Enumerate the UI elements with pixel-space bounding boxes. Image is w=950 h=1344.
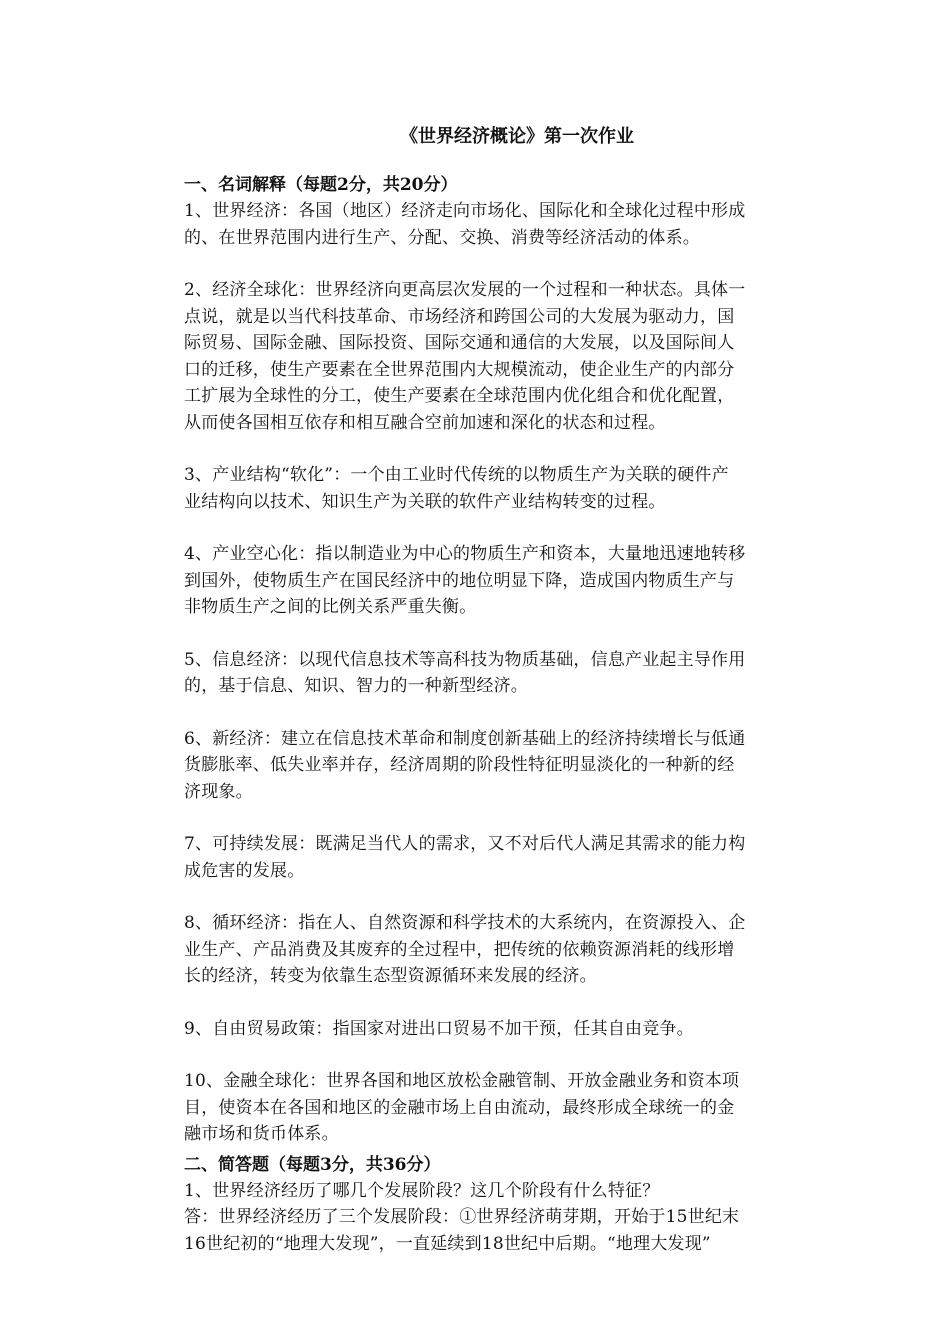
- document-title: 《世界经济概论》第一次作业: [400, 126, 634, 147]
- definition-item: [184, 910, 810, 990]
- definition-line: 从而使各国相互依存和相互融合空前加速和深化的状态和过程。: [184, 412, 666, 433]
- definition-line: 业结构向以技术、知识生产为关联的软件产业结构转变的过程。: [184, 491, 666, 512]
- definition-line: 6、新经济：建立在信息技术革命和制度创新基础上的经济持续增长与低通: [184, 728, 746, 749]
- definition-item: [184, 1068, 810, 1148]
- paragraph-spacer: [184, 805, 810, 831]
- definition-item: [184, 541, 810, 621]
- definition-line: 工扩展为全球性的分工，使生产要素在全球范围内优化组合和优化配置，: [184, 386, 735, 406]
- paragraph-spacer: [184, 515, 810, 541]
- definition-line: 7、可持续发展：既满足当代人的需求，又不对后代人满足其需求的能力构: [184, 834, 746, 854]
- definition-line: 3、产业结构“软化”：一个由工业时代传统的以物质生产为关联的硬件产: [184, 465, 729, 485]
- definition-line: 货膨胀率、低失业率并存，经济周期的阶段性特征明显淡化的一种新的经: [184, 755, 735, 775]
- section1-heading: 一、名词解释（每题2分，共20分）: [184, 175, 458, 195]
- definition-line: 到国外，使物质生产在国民经济中的地位明显下降，造成国内物质生产与: [184, 570, 735, 591]
- section2-heading: 二、简答题（每题3分，共36分）: [184, 1154, 441, 1175]
- paragraph-spacer: [184, 990, 810, 1016]
- answer-line: 答：世界经济经历了三个发展阶段：①世界经济萌芽期，开始于15世纪末: [184, 1207, 740, 1227]
- definition-line: 8、循环经济：指在人、自然资源和科学技术的大系统内，在资源投入、企: [184, 913, 746, 933]
- section2-answer-1: [184, 1204, 810, 1257]
- definition-item: [184, 198, 810, 251]
- paragraph-spacer: [184, 700, 810, 726]
- section1-items: [184, 198, 810, 1148]
- definition-line: 成危害的发展。: [184, 860, 305, 881]
- paragraph-spacer: [184, 436, 810, 462]
- definition-line: 际贸易、国际金融、国际投资、国际交通和通信的大发展，以及国际间人: [184, 333, 735, 353]
- definition-item: [184, 462, 810, 515]
- paragraph-spacer: [184, 251, 810, 277]
- definition-line: 的、在世界范围内进行生产、分配、交换、消费等经济活动的体系。: [184, 227, 700, 248]
- definition-item: [184, 726, 810, 806]
- definition-item: [184, 831, 810, 884]
- paragraph-spacer: [184, 621, 810, 647]
- definition-line: 长的经济，转变为依靠生态型资源循环来发展的经济。: [184, 966, 597, 986]
- definition-item: [184, 277, 810, 436]
- definition-line: 的，基于信息、知识、智力的一种新型经济。: [184, 676, 528, 696]
- definition-line: 1、世界经济：各国（地区）经济走向市场化、国际化和全球化过程中形成: [184, 201, 746, 221]
- definition-line: 10、金融全球化：世界各国和地区放松金融管制、开放金融业务和资本项: [184, 1071, 740, 1091]
- answer-line: 16世纪初的“地理大发现”，一直延续到18世纪中后期。“地理大发现”: [184, 1233, 711, 1254]
- definition-line: 非物质生产之间的比例关系严重失衡。: [184, 597, 477, 617]
- definition-line: 2、经济全球化：世界经济向更高层次发展的一个过程和一种状态。具体一: [184, 280, 746, 300]
- definition-line: 目，使资本在各国和地区的金融市场上自由流动，最终形成全球统一的金: [184, 1097, 735, 1118]
- definition-line: 9、自由贸易政策：指国家对进出口贸易不加干预，任其自由竞争。: [184, 1018, 694, 1039]
- paragraph-spacer: [184, 884, 810, 910]
- definition-item: [184, 1016, 810, 1043]
- section2-question-1: 1、世界经济经历了哪几个发展阶段？这几个阶段有什么特征？: [184, 1180, 660, 1201]
- paragraph-spacer: [184, 1042, 810, 1068]
- definition-line: 5、信息经济：以现代信息技术等高科技为物质基础，信息产业起主导作用: [184, 649, 746, 670]
- definition-line: 点说，就是以当代科技革命、市场经济和跨国公司的大发展为驱动力，国: [184, 306, 735, 327]
- definition-line: 业生产、产品消费及其废弃的全过程中，把传统的依赖资源消耗的线形增: [184, 939, 735, 960]
- definition-item: [184, 647, 810, 700]
- definition-line: 4、产业空心化：指以制造业为中心的物质生产和资本，大量地迅速地转移: [184, 544, 746, 564]
- definition-line: 口的迁移，使生产要素在全世界范围内大规模流动，使企业生产的内部分: [184, 359, 735, 380]
- definition-line: 济现象。: [184, 781, 253, 802]
- definition-line: 融市场和货币体系。: [184, 1124, 339, 1144]
